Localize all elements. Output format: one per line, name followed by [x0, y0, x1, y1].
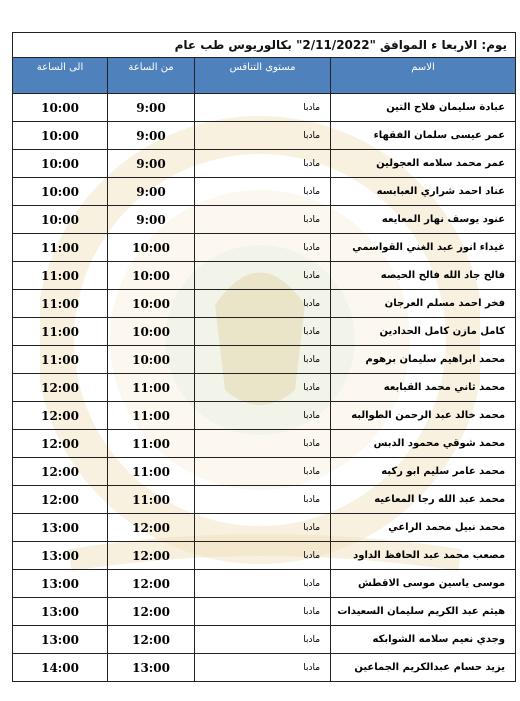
cell-from: 12:00	[108, 514, 195, 542]
table-row	[13, 402, 516, 430]
cell-from: 10:00	[108, 290, 195, 318]
cell-from: 11:00	[108, 458, 195, 486]
cell-to: 13:00	[13, 598, 108, 626]
table-row	[13, 94, 516, 122]
cell-level: مادبا	[195, 458, 331, 486]
column-header-to: الى الساعة	[13, 58, 108, 94]
cell-from: 11:00	[108, 430, 195, 458]
cell-level: مادبا	[195, 150, 331, 178]
cell-to: 12:00	[13, 374, 108, 402]
cell-to: 13:00	[13, 570, 108, 598]
table-row	[13, 150, 516, 178]
cell-to: 11:00	[13, 234, 108, 262]
cell-level: مادبا	[195, 346, 331, 374]
cell-from: 9:00	[108, 178, 195, 206]
cell-level: مادبا	[195, 654, 331, 682]
cell-from: 11:00	[108, 374, 195, 402]
cell-from: 11:00	[108, 486, 195, 514]
cell-to: 13:00	[13, 542, 108, 570]
cell-level: مادبا	[195, 94, 331, 122]
table-row	[13, 486, 516, 514]
cell-level: مادبا	[195, 542, 331, 570]
cell-name: يزيد حسام عبدالكريم الجماعين	[331, 654, 516, 682]
cell-level: مادبا	[195, 430, 331, 458]
cell-to: 11:00	[13, 290, 108, 318]
cell-name: غيداء انور عبد الغني القواسمي	[331, 234, 516, 262]
cell-from: 12:00	[108, 542, 195, 570]
cell-to: 12:00	[13, 402, 108, 430]
table-row	[13, 318, 516, 346]
cell-from: 13:00	[108, 654, 195, 682]
cell-to: 10:00	[13, 206, 108, 234]
cell-from: 10:00	[108, 318, 195, 346]
table-body	[13, 94, 516, 682]
cell-to: 13:00	[13, 626, 108, 654]
cell-name: محمد عامر سليم ابو ركبه	[331, 458, 516, 486]
cell-to: 13:00	[13, 514, 108, 542]
cell-name: وجدي نعيم سلامه الشوابكه	[331, 626, 516, 654]
column-header-from: من الساعة	[108, 58, 195, 94]
cell-level: مادبا	[195, 178, 331, 206]
cell-from: 10:00	[108, 262, 195, 290]
table-row	[13, 626, 516, 654]
schedule-table	[12, 32, 516, 682]
cell-name: عمر عيسى سلمان الفقهاء	[331, 122, 516, 150]
cell-from: 9:00	[108, 94, 195, 122]
cell-level: مادبا	[195, 234, 331, 262]
cell-from: 11:00	[108, 402, 195, 430]
cell-level: مادبا	[195, 262, 331, 290]
cell-from: 12:00	[108, 570, 195, 598]
table-row	[13, 374, 516, 402]
cell-name: فخر احمد مسلم العرجان	[331, 290, 516, 318]
cell-name: محمد نبيل محمد الراعي	[331, 514, 516, 542]
cell-to: 11:00	[13, 318, 108, 346]
table-row	[13, 122, 516, 150]
table-header-row	[13, 58, 516, 94]
cell-name: عبادة سليمان فلاح التين	[331, 94, 516, 122]
cell-level: مادبا	[195, 402, 331, 430]
table-row	[13, 262, 516, 290]
cell-name: كامل مازن كامل الحدادين	[331, 318, 516, 346]
cell-level: مادبا	[195, 514, 331, 542]
cell-level: مادبا	[195, 598, 331, 626]
cell-from: 10:00	[108, 234, 195, 262]
cell-to: 12:00	[13, 430, 108, 458]
cell-level: مادبا	[195, 626, 331, 654]
cell-name: محمد خالد عبد الرحمن الطوالبه	[331, 402, 516, 430]
cell-name: محمد ابراهيم سليمان برهوم	[331, 346, 516, 374]
table-row	[13, 178, 516, 206]
table-row	[13, 570, 516, 598]
cell-to: 14:00	[13, 654, 108, 682]
table-row	[13, 290, 516, 318]
table-row	[13, 514, 516, 542]
cell-level: مادبا	[195, 318, 331, 346]
cell-name: عنود يوسف نهار المعايعه	[331, 206, 516, 234]
cell-name: هيثم عبد الكريم سليمان السعيدات	[331, 598, 516, 626]
cell-from: 12:00	[108, 626, 195, 654]
cell-from: 9:00	[108, 150, 195, 178]
cell-to: 10:00	[13, 178, 108, 206]
table-row	[13, 206, 516, 234]
cell-level: مادبا	[195, 122, 331, 150]
cell-to: 11:00	[13, 262, 108, 290]
cell-from: 10:00	[108, 346, 195, 374]
table-row	[13, 234, 516, 262]
column-header-name: الاسم	[331, 58, 516, 94]
cell-to: 12:00	[13, 458, 108, 486]
table-row	[13, 542, 516, 570]
cell-to: 12:00	[13, 486, 108, 514]
page-title: يوم: الاربعا ء الموافق "2/11/2022" بكالوريوس طب عام	[13, 33, 516, 58]
cell-level: مادبا	[195, 374, 331, 402]
cell-from: 9:00	[108, 206, 195, 234]
cell-name: فالح جاد الله فالح الحيصه	[331, 262, 516, 290]
column-header-level: مستوى التنافس	[195, 58, 331, 94]
table-row	[13, 598, 516, 626]
cell-level: مادبا	[195, 206, 331, 234]
cell-name: محمد ثاني محمد القبابعه	[331, 374, 516, 402]
cell-name: محمد عبد الله رجا المعاعيه	[331, 486, 516, 514]
cell-to: 10:00	[13, 122, 108, 150]
table-row	[13, 346, 516, 374]
cell-level: مادبا	[195, 570, 331, 598]
cell-to: 11:00	[13, 346, 108, 374]
cell-to: 10:00	[13, 150, 108, 178]
table-row	[13, 430, 516, 458]
cell-name: مصعب محمد عبد الحافظ الداود	[331, 542, 516, 570]
cell-from: 9:00	[108, 122, 195, 150]
table-row	[13, 654, 516, 682]
cell-to: 10:00	[13, 94, 108, 122]
cell-from: 12:00	[108, 598, 195, 626]
cell-level: مادبا	[195, 486, 331, 514]
cell-name: عناد احمد شراري العبابسه	[331, 178, 516, 206]
cell-name: موسى ياسين موسى الاقطش	[331, 570, 516, 598]
cell-level: مادبا	[195, 290, 331, 318]
table-row	[13, 458, 516, 486]
cell-name: عمر محمد سلامه العجولين	[331, 150, 516, 178]
cell-name: محمد شوقي محمود الدبس	[331, 430, 516, 458]
